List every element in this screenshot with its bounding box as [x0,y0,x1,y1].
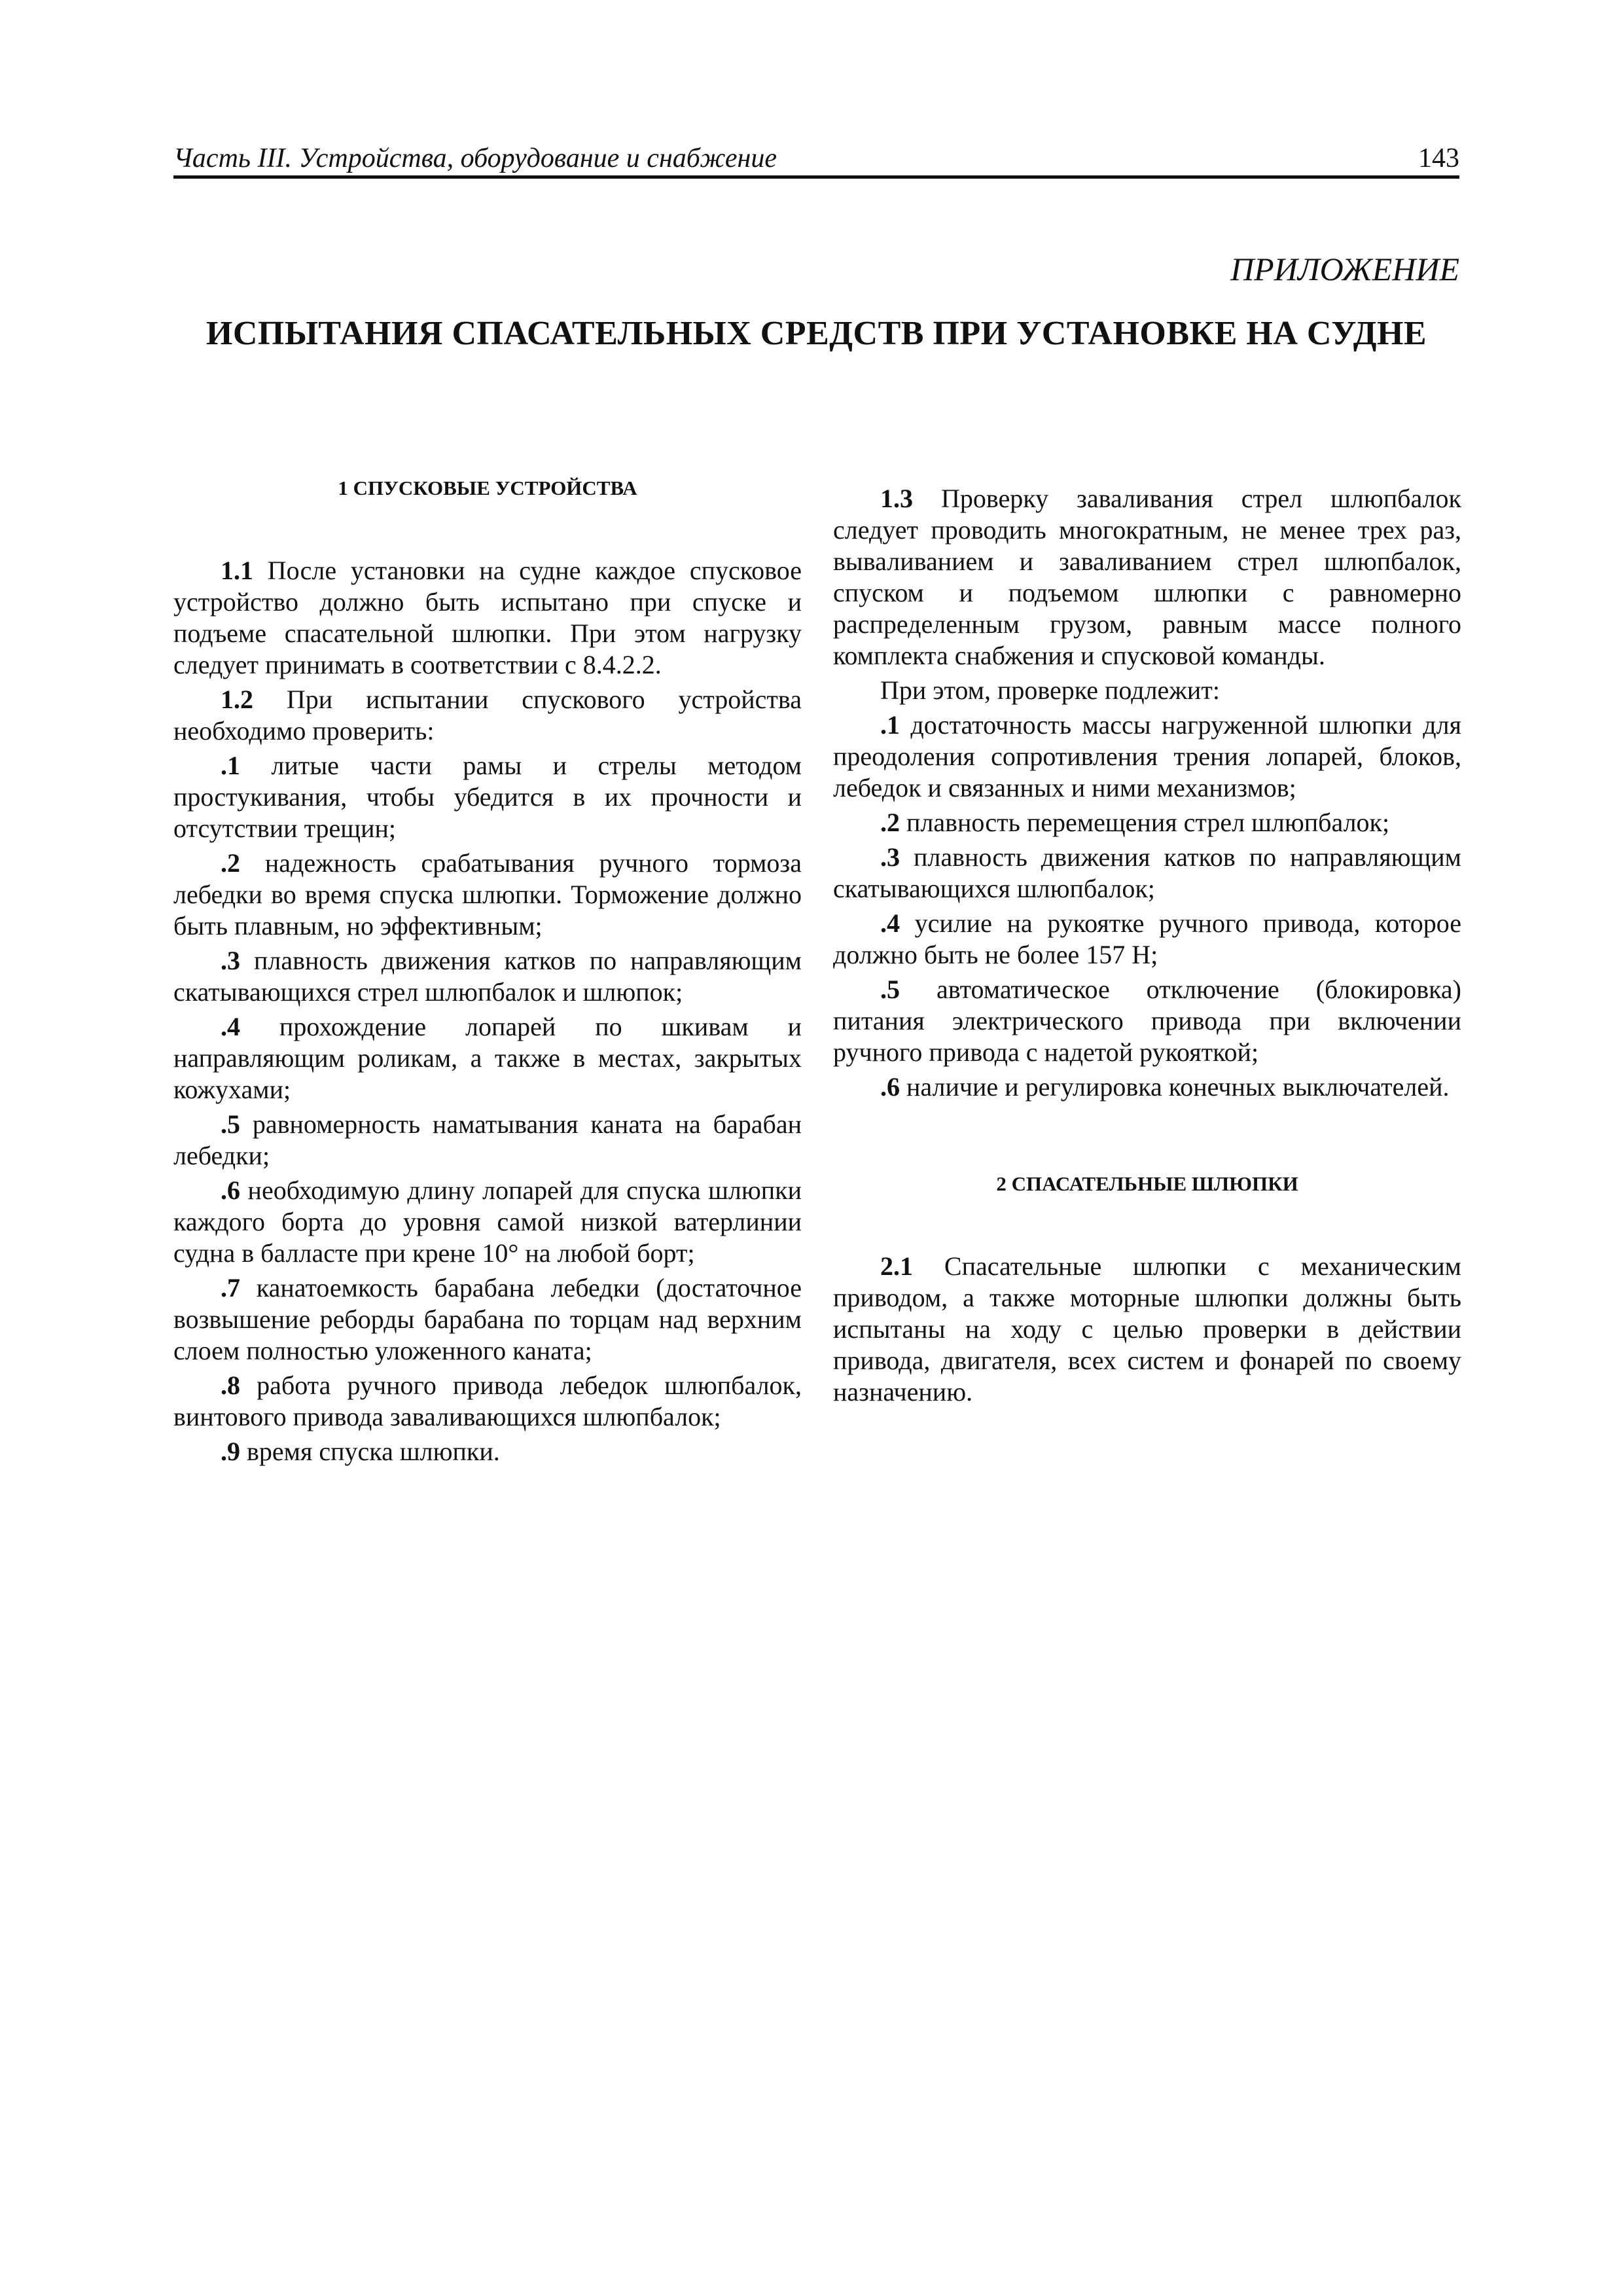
paragraph-number: 1.2 [221,685,253,714]
paragraph [833,709,1461,804]
section-2-paragraphs [833,1251,1461,1408]
paragraph [173,1011,802,1105]
paragraph-text: плавность движения катков по направляющим скатывающихся стрел шлюпбалок и шлюпок; [173,946,802,1007]
paragraph-text: плавность движения катков по направляющим скатывающихся шлюпбалок; [833,842,1461,903]
paragraph-number: .1 [221,751,240,780]
paragraph-text: усилие на рукоятке ручного привода, которое должно быть не более 157 Н; [833,908,1461,969]
paragraph [833,1251,1461,1408]
paragraph-number: .9 [221,1437,240,1466]
paragraph [173,1436,802,1467]
paragraph-text: надежность срабатывания ручного тормоза лебедки во время спуска шлюпки. Торможение должно быть плавным, но эффективным; [173,848,802,941]
paragraph [173,684,802,747]
paragraph [173,1370,802,1433]
paragraph [833,842,1461,905]
appendix-label: ПРИЛОЖЕНИЕ [1230,251,1459,287]
paragraph-text: После установки на судне каждое спусковое устройство должно быть испытано при спуске и подъеме спасательной шлюпки. При этом нагрузку следует принимать в соответствии с 8.4.2.2. [173,556,802,679]
paragraph-number: .5 [880,975,900,1004]
paragraph-text: достаточность массы нагруженной шлюпки для преодоления сопротивления трения лопарей, блоков, лебедок и связанных и ними механизмов; [833,710,1461,802]
paragraph-text: плавность перемещения стрел шлюпбалок; [900,808,1390,837]
left-paragraphs [173,555,802,1467]
paragraph-number: .5 [221,1109,240,1139]
paragraph [173,1272,802,1367]
running-header [173,143,1459,179]
paragraph-text: автоматическое отключение (блокировка) питания электрического привода при включении ручного привода с надетой рукояткой; [833,975,1461,1067]
paragraph-text: канатоемкость барабана лебедки (достаточное возвышение реборды барабана по торцам над верхним слоем полностью уложенного каната; [173,1273,802,1365]
header-title: Часть III. Устройства, оборудование и снабжение [173,143,777,173]
paragraph-number: 2.1 [880,1251,913,1281]
paragraph-number: 1.1 [221,556,253,585]
paragraph [173,750,802,844]
paragraph-text: время спуска шлюпки. [240,1437,500,1466]
paragraph-text: Спасательные шлюпки с механическим приводом, а также моторные шлюпки должны быть испытаны на ходу с целью проверки в действии привода, двигателя, всех систем и фонарей по своему назначению. [833,1251,1461,1407]
paragraph-number: .8 [221,1371,240,1400]
right-paragraphs [833,483,1461,1103]
paragraph-text: равномерность наматывания каната на барабан лебедки; [173,1109,802,1170]
paragraph-number: .7 [221,1273,240,1302]
paragraph-text: необходимую длину лопарей для спуска шлюпки каждого борта до уровня самой низкой ватерлинии судна в балласте при крене 10° на любой борт; [173,1175,802,1268]
paragraph-number: 1.3 [880,484,913,513]
paragraph-number: .1 [880,710,900,740]
paragraph-text: При этом, проверке подлежит: [880,675,1220,705]
paragraph [833,974,1461,1068]
paragraph-text: наличие и регулировка конечных выключателей. [900,1072,1450,1102]
paragraph [833,1071,1461,1103]
section-2-heading: 2 СПАСАТЕЛЬНЫЕ ШЛЮПКИ [996,1172,1298,1195]
paragraph-number: .2 [880,808,900,837]
paragraph [833,807,1461,838]
paragraph [173,848,802,942]
paragraph-number: .3 [221,946,240,975]
paragraph [833,908,1461,971]
paragraph-number: .6 [221,1175,240,1205]
paragraph [173,945,802,1008]
paragraph-text: работа ручного привода лебедок шлюпбалок, винтового привода заваливающихся шлюпбалок; [173,1371,802,1431]
paragraph-text: При испытании спускового устройства необходимо проверить: [173,685,802,745]
paragraph [173,1109,802,1172]
paragraph [833,483,1461,672]
page-number: 143 [1418,143,1459,173]
section-1-heading: 1 СПУСКОВЫЕ УСТРОЙСТВА [338,476,637,499]
paragraph-text: прохождение лопарей по шкивам и направляющим роликам, а также в местах, закрытых кожухами; [173,1012,802,1104]
paragraph-number: .3 [880,842,900,872]
paragraph-number: .4 [880,908,900,938]
paragraph [833,675,1461,706]
paragraph-number: .6 [880,1072,900,1102]
paragraph-number: .4 [221,1012,240,1041]
paragraph-number: .2 [221,848,240,878]
left-column [173,473,802,1471]
paragraph [173,555,802,681]
right-column [833,483,1461,1411]
paragraph [173,1175,802,1269]
paragraph-text: Проверку заваливания стрел шлюпбалок следует проводить многократным, не менее трех раз, вываливанием и заваливанием стрел шлюпбалок, спуском и подъемом шлюпки с равномерно распределенным грузом, равным массе полного комплекта снабжения и спусковой команды. [833,484,1461,670]
page-title: ИСПЫТАНИЯ СПАСАТЕЛЬНЫХ СРЕДСТВ ПРИ УСТАНОВКЕ НА СУДНЕ [205,315,1427,352]
paragraph-text: литые части рамы и стрелы методом простукивания, чтобы убедится в их прочности и отсутствии трещин; [173,751,802,843]
